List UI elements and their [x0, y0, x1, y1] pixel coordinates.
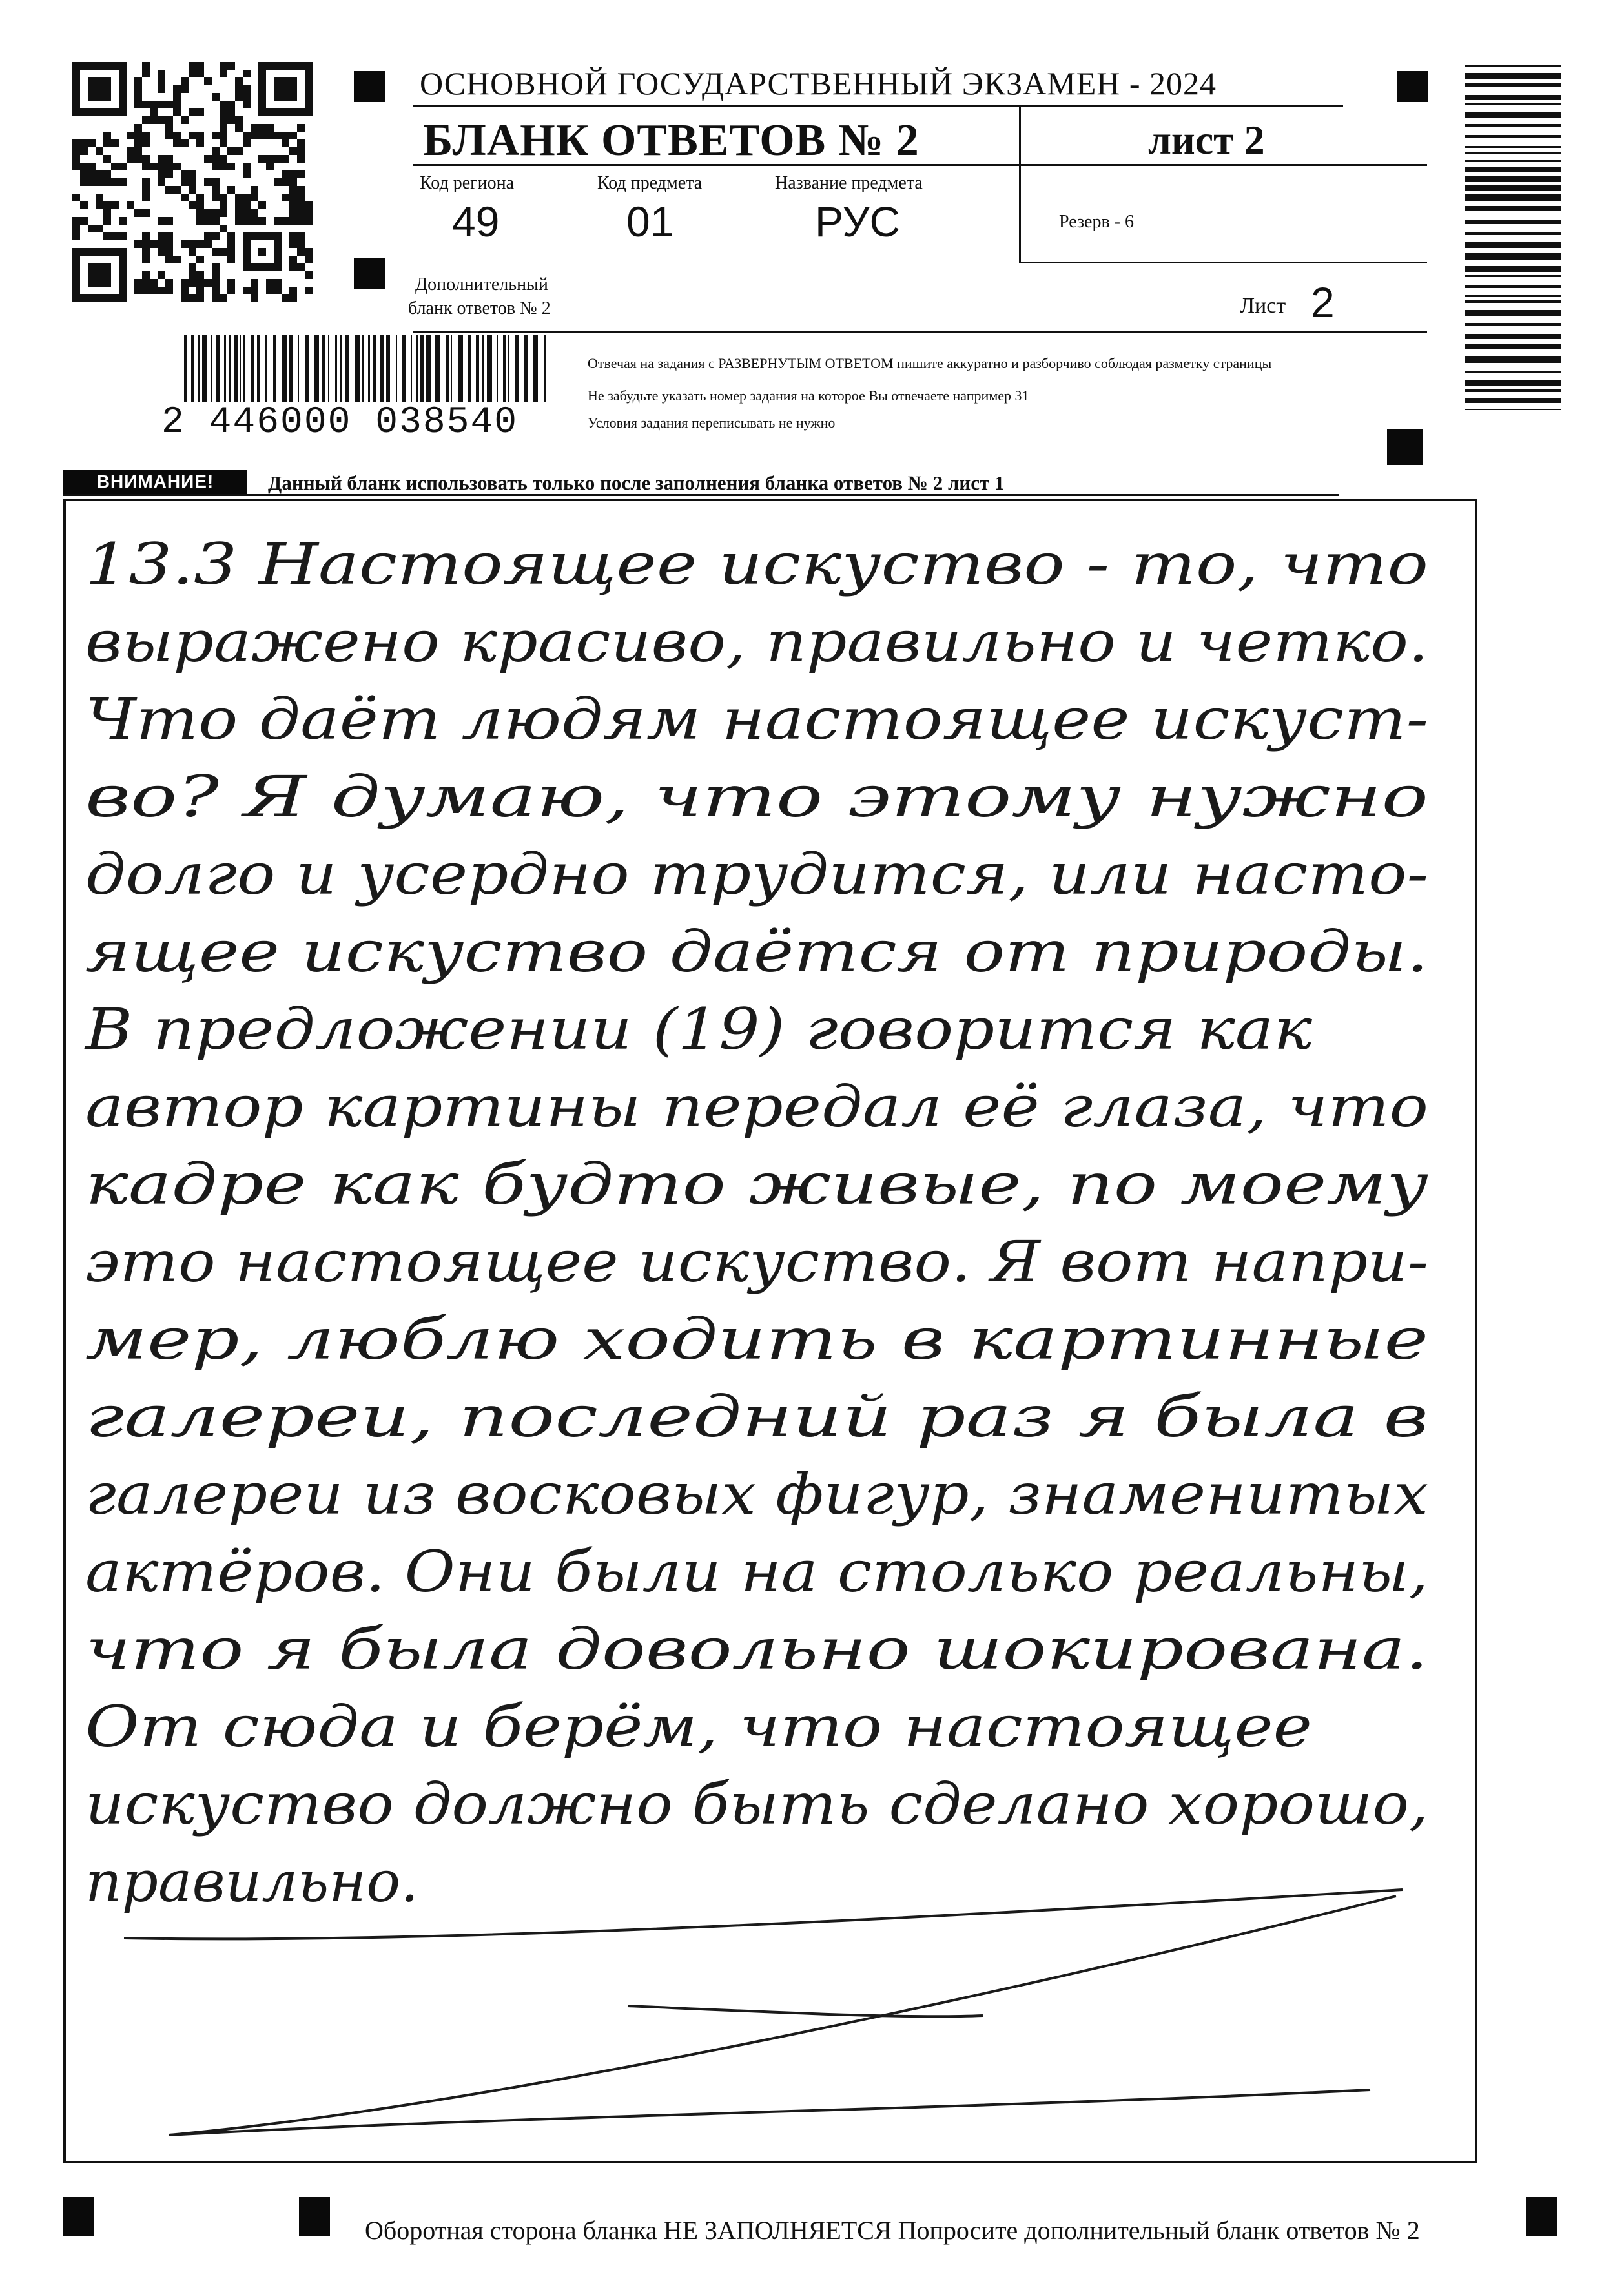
sheet-number-label: Лист [1240, 294, 1286, 318]
barcode-vertical-icon [1465, 65, 1561, 410]
handwritten-line: выражено красиво, правильно и четко. [85, 608, 1428, 675]
z-mark-diagonal-stroke [169, 1896, 1396, 2135]
handwritten-line: правильно. [85, 1848, 419, 1915]
barcode-number: 2 446000 038540 [161, 402, 519, 444]
registration-mark-bottom-2 [299, 2197, 330, 2236]
registration-mark-bottom-1 [63, 2197, 94, 2236]
registration-mark-top-left [354, 71, 385, 102]
subject-name-value: РУС [815, 198, 901, 245]
handwritten-line: что я была довольно шокирована. [85, 1616, 1428, 1682]
handwritten-line: галереи, последний раз я была в [85, 1383, 1428, 1450]
region-code-value: 49 [452, 198, 500, 245]
header-rule-divider [1019, 107, 1021, 262]
handwritten-answer [66, 501, 1475, 2161]
region-code-label: Код региона [420, 173, 515, 193]
sheet-number-value: 2 [1311, 278, 1335, 326]
handwritten-line: кадре как будто живые, по моему [85, 1151, 1428, 1217]
sheet-title: лист 2 [1148, 117, 1265, 163]
qr-code-icon [72, 62, 313, 302]
handwritten-line: ящее искуство даётся от природы. [85, 918, 1428, 985]
handwritten-line: мер, люблю ходить в картинные [85, 1306, 1428, 1372]
barcode-icon [184, 335, 546, 412]
handwritten-line: От сюда и берём, что настоящее [85, 1693, 1312, 1760]
form-title: БЛАНК ОТВЕТОВ № 2 [423, 116, 920, 165]
subject-code-value: 01 [626, 198, 674, 245]
handwritten-line: 13.3 Настоящее искуство - то, что [85, 531, 1428, 597]
handwritten-line: актёров. Они были на столько реальны, [85, 1538, 1428, 1605]
z-mark-extra-stroke [628, 2006, 983, 2016]
instruction-line-3: Условия задания переписывать не нужно [588, 415, 836, 431]
subject-code-label: Код предмета [597, 173, 703, 193]
registration-mark-mid-left [354, 258, 385, 289]
registration-mark-mid-right [1387, 429, 1423, 465]
handwritten-line: искуство должно быть сделано хорошо, [85, 1771, 1428, 1837]
subject-name-label: Название предмета [775, 173, 923, 193]
header-rule-sheet [413, 331, 1427, 333]
registration-mark-top-right [1397, 71, 1428, 102]
handwritten-line: долго и усердно трудится, или насто- [85, 841, 1428, 907]
warning-badge: ВНИМАНИЕ! [63, 470, 247, 494]
handwritten-line: автор картины передал её глаза, что [85, 1073, 1428, 1140]
instruction-line-2: Не забудьте указать номер задания на которое Вы отвечаете например 31 [588, 387, 1029, 404]
warning-rule [63, 494, 1339, 496]
header-rule-top [413, 105, 1343, 107]
handwritten-line: Что даёт людям настоящее искуст- [85, 686, 1428, 752]
footer-note: Оборотная сторона бланка НЕ ЗАПОЛНЯЕТСЯ Попросите дополнительный бланк ответов № 2 [365, 2216, 1420, 2245]
instruction-line-1: Отвечая на задания с РАЗВЕРНУТЫМ ОТВЕТОМ пишите аккуратно и разборчиво соблюдая разметку страницы [588, 355, 1272, 371]
handwritten-line: галереи из восковых фигур, знаменитых [85, 1461, 1428, 1527]
exam-title: ОСНОВНОЙ ГОСУДАРСТВЕННЫЙ ЭКЗАМЕН - 2024 [420, 65, 1217, 101]
extra-sheet-label-line2: бланк ответов № 2 [408, 298, 551, 318]
header-rule-reserve [1019, 262, 1427, 263]
handwritten-line: В предложении (19) говорится как [83, 996, 1313, 1062]
extra-sheet-label-line1: Дополнительный [415, 274, 548, 294]
handwritten-line: это настоящее искуство. Я вот напри- [85, 1228, 1428, 1295]
registration-mark-bottom-3 [1526, 2197, 1557, 2236]
warning-text: Данный бланк использовать только после заполнения бланка ответов № 2 лист 1 [268, 471, 1005, 494]
handwritten-line: во? Я думаю, что этому нужно [85, 763, 1428, 830]
reserve-label: Резерв - 6 [1059, 212, 1135, 232]
